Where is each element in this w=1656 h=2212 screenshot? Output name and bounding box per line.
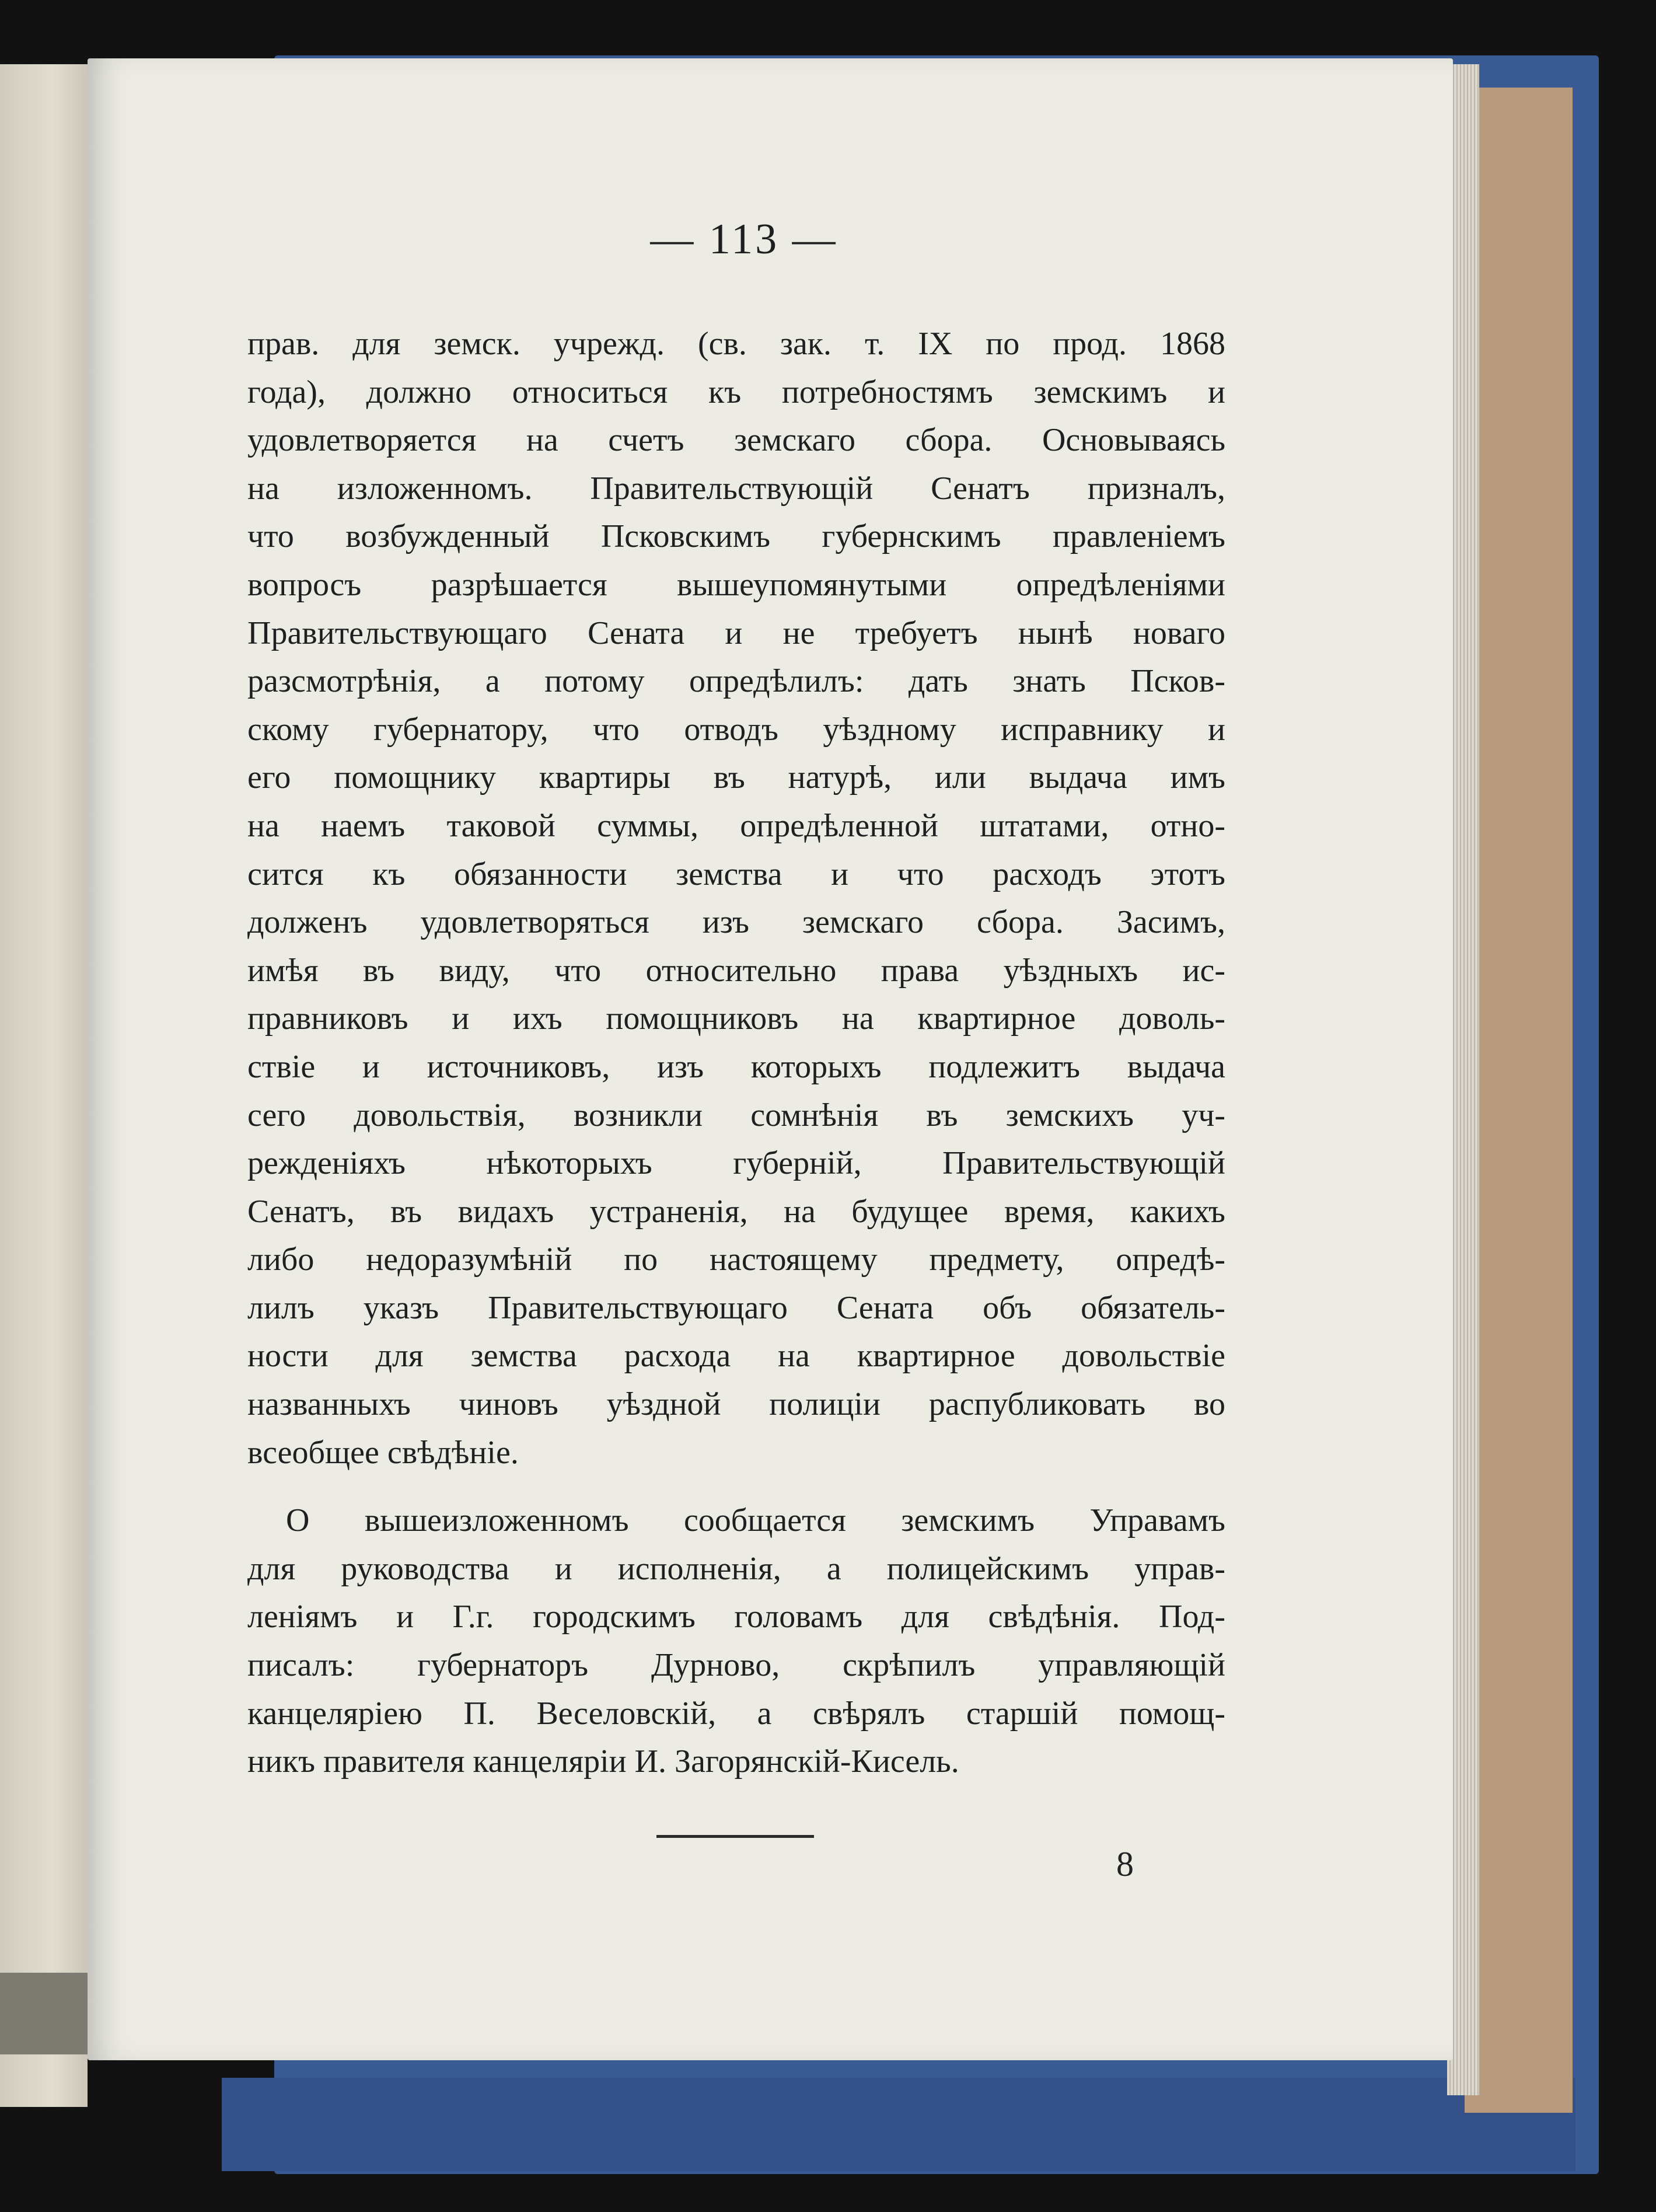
signature-mark: 8 bbox=[1116, 1845, 1134, 1883]
text-line: на изложенномъ. Правительствующій Сенатъ призналъ, bbox=[247, 470, 1225, 507]
text-line: леніямъ и Г.г. городскимъ головамъ для свѣдѣнія. Под- bbox=[247, 1599, 1225, 1635]
book-page bbox=[88, 58, 1453, 2060]
text-line: сего довольствія, возникли сомнѣнія въ земскихъ уч- bbox=[247, 1097, 1225, 1133]
horizontal-rule bbox=[656, 1835, 814, 1838]
text-line: Сенатъ, въ видахъ устраненія, на будущее время, какихъ bbox=[247, 1193, 1225, 1230]
left-facing-page-edge bbox=[0, 64, 88, 2107]
text-line: ности для земства расхода на квартирное довольствіе bbox=[247, 1338, 1225, 1374]
text-line: долженъ удовлетворяться изъ земскаго сбора. Засимъ, bbox=[247, 904, 1225, 941]
text-line: удовлетворяется на счетъ земскаго сбора. Основываясь bbox=[247, 422, 1225, 459]
text-line: скому губернатору, что отводъ уѣздному исправнику и bbox=[247, 711, 1225, 748]
text-line: либо недоразумѣній по настоящему предмету, опредѣ- bbox=[247, 1241, 1225, 1278]
paragraph-2 bbox=[247, 1496, 1225, 1786]
text-line: никъ правителя канцеляріи И. Загорянскій-Кисель. bbox=[247, 1743, 959, 1780]
text-line: его помощнику квартиры въ натурѣ, или выдача имъ bbox=[247, 759, 1225, 796]
text-line: имѣя въ виду, что относительно права уѣздныхъ ис- bbox=[247, 952, 1225, 989]
text-line: что возбужденный Псковскимъ губернскимъ правленіемъ bbox=[247, 518, 1225, 555]
body-text bbox=[247, 320, 1225, 1786]
text-line: разсмотрѣнія, а потому опредѣлилъ: дать знать Псков- bbox=[247, 663, 1225, 700]
text-line: писалъ: губернаторъ Дурново, скрѣпилъ управляющій bbox=[247, 1647, 1225, 1684]
text-line: режденіяхъ нѣкоторыхъ губерній, Правительствующій bbox=[247, 1145, 1225, 1182]
text-line: вопросъ разрѣшается вышеупомянутыми опредѣленіями bbox=[247, 566, 1225, 603]
text-line: ствіе и источниковъ, изъ которыхъ подлежитъ выдача bbox=[247, 1048, 1225, 1085]
text-line: Правительствующаго Сената и не требуетъ нынѣ новаго bbox=[247, 615, 1225, 651]
book-cover-bottom bbox=[222, 2078, 1575, 2171]
paragraph-1 bbox=[247, 320, 1225, 1477]
text-line: на наемъ таковой суммы, опредѣленной штатами, отно- bbox=[247, 807, 1225, 844]
text-line: для руководства и исполненія, а полицейскимъ управ- bbox=[247, 1550, 1225, 1587]
text-line: сится къ обязанности земства и что расходъ этотъ bbox=[247, 856, 1225, 892]
text-line: правниковъ и ихъ помощниковъ на квартирное доволь- bbox=[247, 1000, 1225, 1037]
board-edge bbox=[1465, 88, 1573, 2113]
text-line: лилъ указъ Правительствующаго Сената объ обязатель- bbox=[247, 1289, 1225, 1326]
text-line: О вышеизложенномъ сообщается земскимъ Управамъ bbox=[286, 1502, 1225, 1539]
text-line: всеобщее свѣдѣніе. bbox=[247, 1434, 519, 1471]
page-number: — 113 — bbox=[650, 215, 838, 263]
text-line: канцеляріею П. Веселовскій, а свѣрялъ старшій помощ- bbox=[247, 1695, 1225, 1732]
text-line: года), должно относиться къ потребностямъ земскимъ и bbox=[247, 374, 1225, 410]
left-page-shadow bbox=[0, 1973, 93, 2054]
text-line: прав. для земск. учрежд. (св. зак. т. IX по прод. 1868 bbox=[247, 326, 1225, 362]
text-line: названныхъ чиновъ уѣздной полиціи распубликовать во bbox=[247, 1386, 1225, 1423]
